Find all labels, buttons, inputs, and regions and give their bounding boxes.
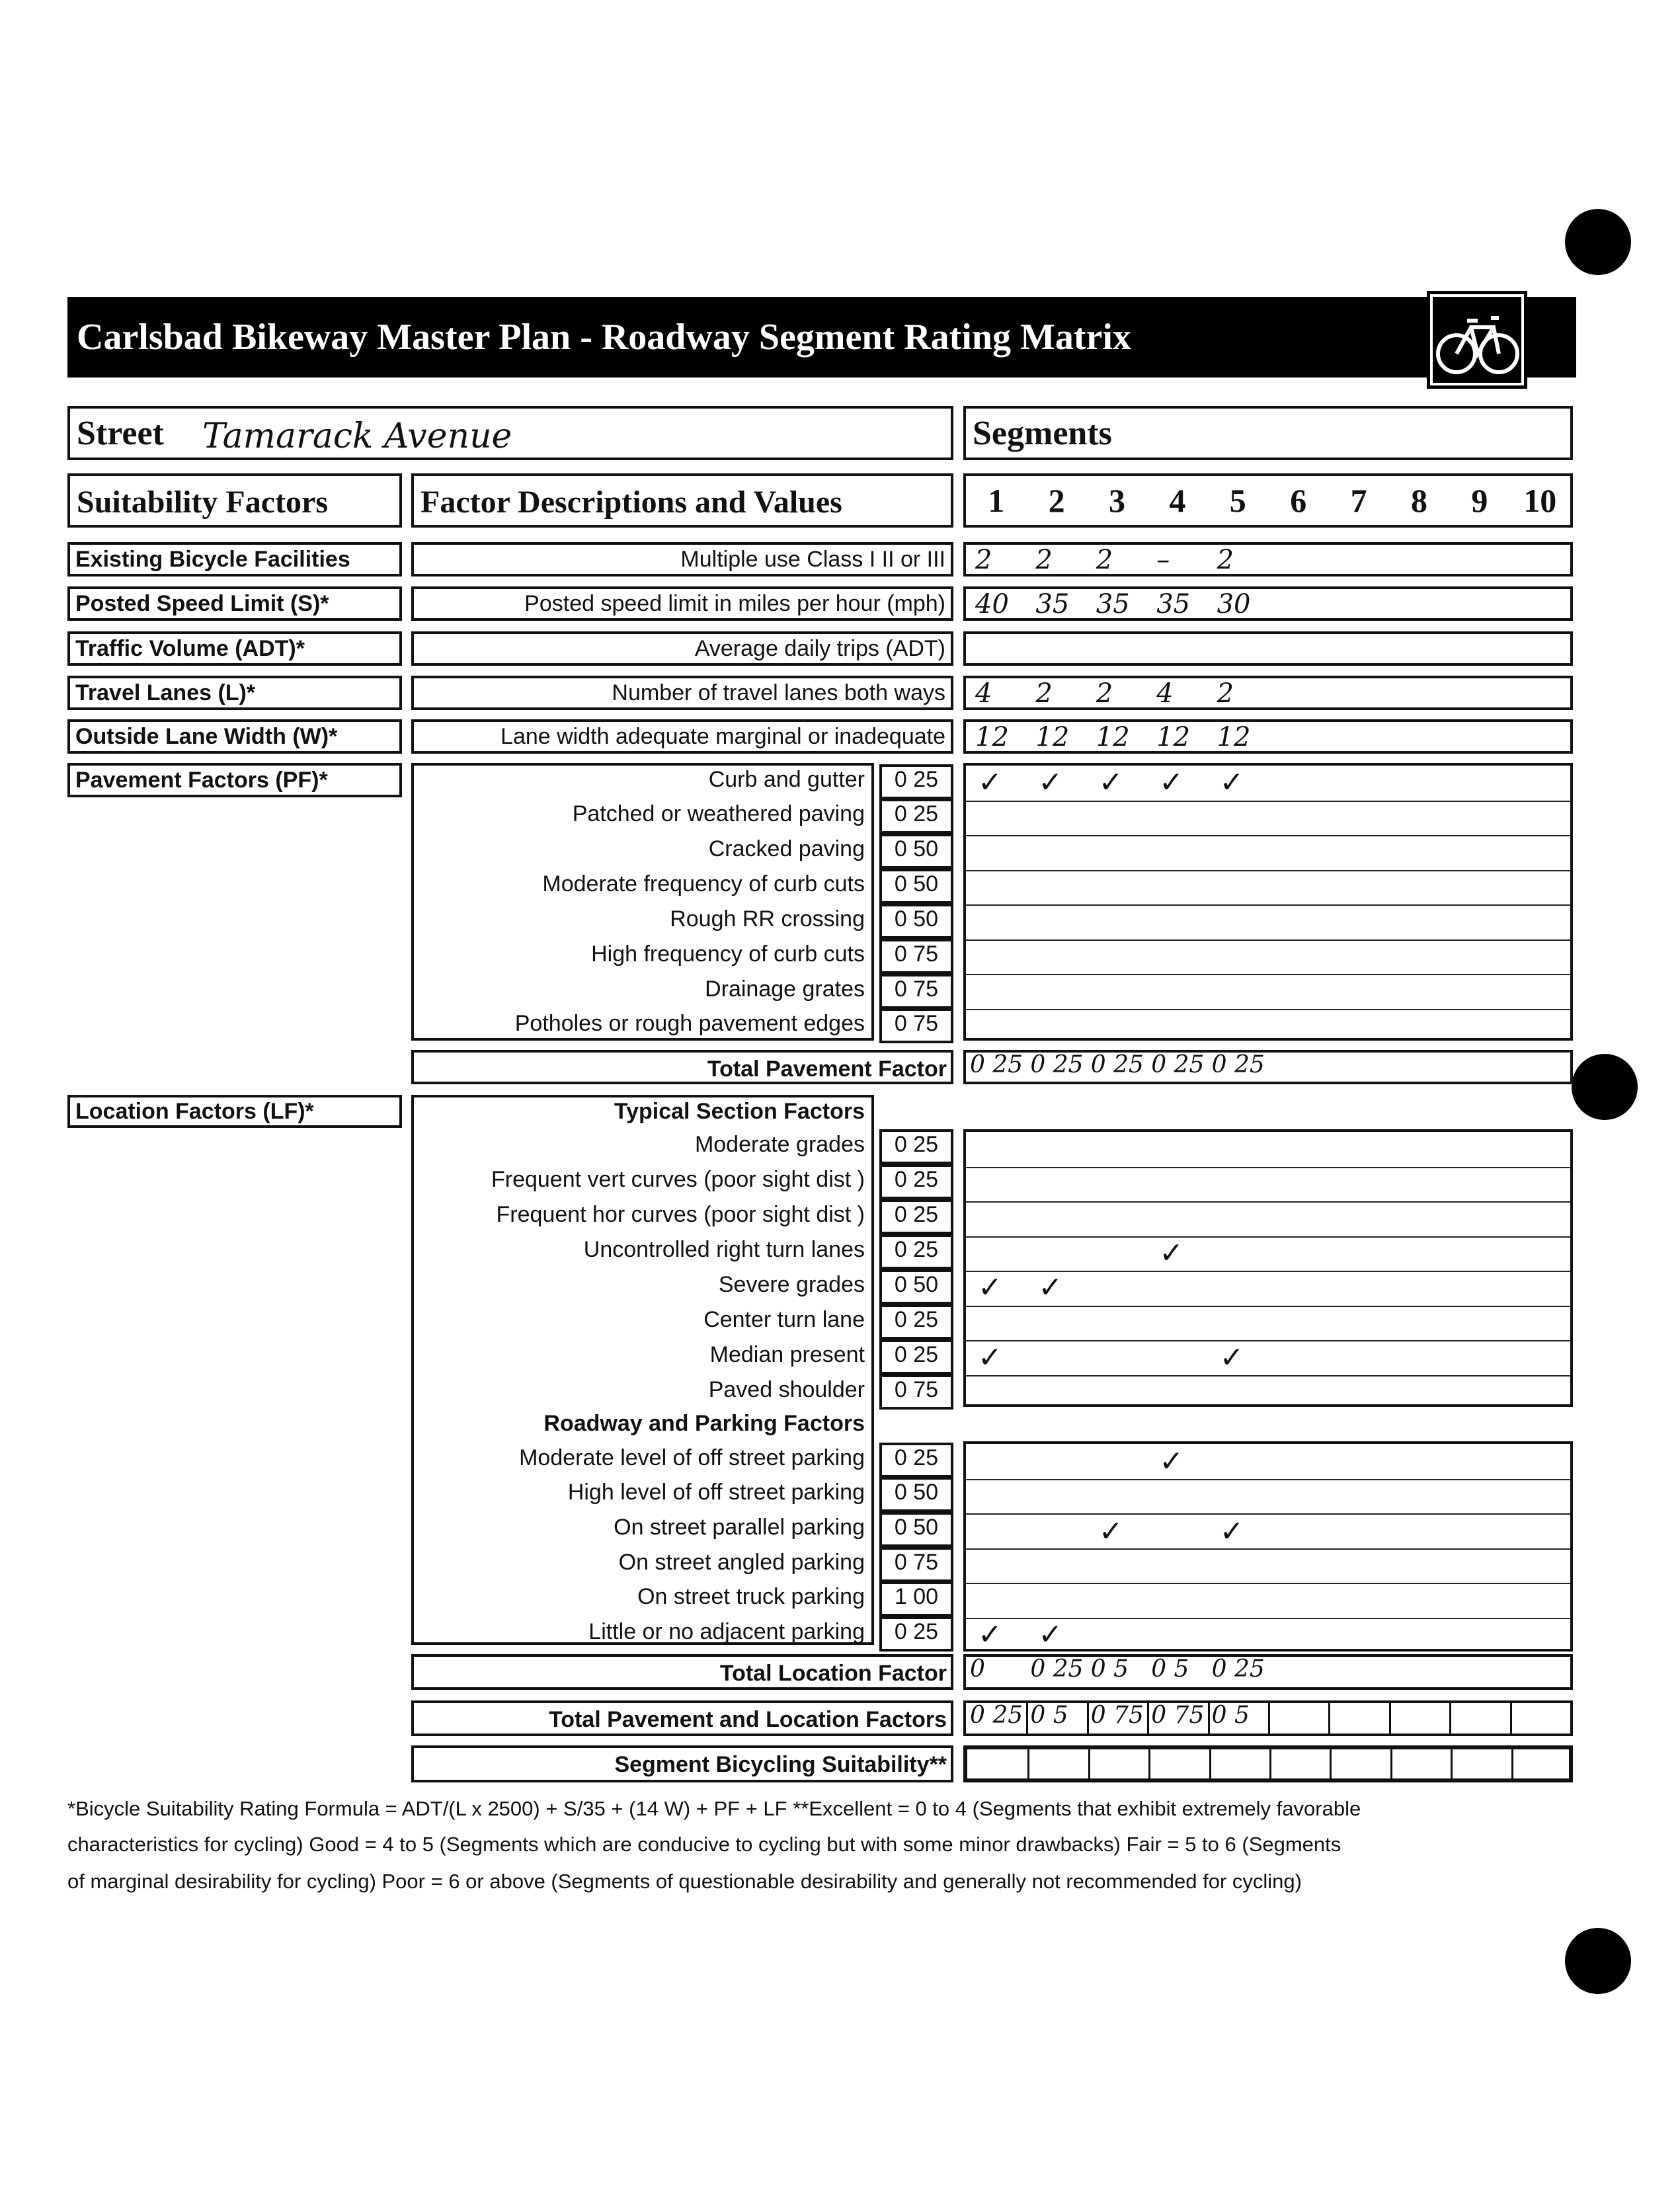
check-mark: ✓ [1038, 766, 1063, 799]
segment-entry: 2 [975, 545, 992, 575]
grid-line [966, 1479, 1570, 1480]
roadway-factor-description: High level of off street parking [567, 1480, 865, 1505]
binder-hole-top [1565, 209, 1631, 275]
location-factor-description: Median present [709, 1342, 865, 1367]
street-field [67, 406, 953, 460]
roadway-factor-value: 0 25 [879, 1443, 953, 1478]
total-pavement-factor-entries [963, 1050, 1573, 1084]
pavement-factor-description: Moderate frequency of curb cuts [542, 871, 865, 897]
roadway-factor-value: 1 00 [879, 1581, 953, 1616]
segments-header: Segments [963, 406, 1573, 460]
pavement-factor-description: Curb and gutter [708, 767, 865, 792]
grid-line [966, 870, 1570, 871]
pavement-factors-label: Pavement Factors (PF)* [67, 763, 402, 797]
factor-entries [963, 586, 1573, 621]
location-factor-description: Frequent vert curves (poor sight dist ) [491, 1167, 865, 1192]
segment-entry: 12 [1035, 722, 1070, 752]
footnote-line: characteristics for cycling) Good = 4 to 5 (Segments which are conducive to cycling but with some minor drawbacks) Fair = 5 to 6 (Segments [67, 1833, 1341, 1856]
factor-descriptions-header: Factor Descriptions and Values [411, 473, 953, 528]
location-factors-label: Location Factors (LF)* [67, 1095, 402, 1128]
check-mark: ✓ [978, 1271, 1002, 1304]
grid-line [966, 1340, 1570, 1341]
roadway-factor-value: 0 25 [879, 1616, 953, 1652]
page-title: Carlsbad Bikeway Master Plan - Roadway Segment Rating Matrix [67, 297, 1576, 378]
pavement-factor-value: 0 50 [879, 869, 953, 904]
grid-line [966, 1236, 1570, 1238]
location-factor-description: Severe grades [718, 1272, 865, 1297]
location-factor-description: Center turn lane [703, 1307, 865, 1332]
segment-entry: 12 [975, 722, 1009, 752]
segment-entry: 0 25 [1211, 1655, 1265, 1683]
factor-entries [963, 719, 1573, 754]
check-mark: ✓ [1219, 1515, 1244, 1548]
footnote-line: of marginal desirability for cycling) Poor = 6 or above (Segments of questionable desirability and generally not recommended for cycling) [67, 1870, 1302, 1893]
segment-number: 6 [1290, 482, 1307, 519]
segment-entry: 0 25 [1151, 1051, 1205, 1078]
factor-entries [963, 542, 1573, 577]
factor-label: Travel Lanes (L)* [67, 676, 402, 710]
segment-cell [1026, 1703, 1028, 1734]
segment-number: 3 [1108, 482, 1125, 519]
check-mark: ✓ [978, 1618, 1002, 1652]
grid-line [966, 1167, 1570, 1168]
segment-number: 2 [1048, 482, 1065, 519]
grid-line [966, 904, 1570, 906]
roadway-factor-value: 0 50 [879, 1512, 953, 1547]
roadway-factor-description: Moderate level of off street parking [519, 1445, 865, 1470]
location-factor-value: 0 25 [879, 1129, 953, 1164]
binder-hole-bottom [1565, 1928, 1631, 1994]
roadway-factor-value: 0 75 [879, 1547, 953, 1582]
pavement-factor-value: 0 75 [879, 1008, 953, 1043]
total-pavement-factor-label: Total Pavement Factor [411, 1050, 953, 1084]
factor-label: Posted Speed Limit (S)* [67, 586, 402, 621]
pavement-factor-value: 0 75 [879, 939, 953, 974]
location-factor-description: Moderate grades [694, 1132, 865, 1157]
segment-entry: 2 [1096, 545, 1113, 575]
factor-label: Outside Lane Width (W)* [67, 719, 402, 754]
grid-line [966, 1201, 1570, 1203]
location-factor-value: 0 75 [879, 1375, 953, 1410]
segment-entry: 0 75 [1151, 1702, 1205, 1729]
segment-entry: 0 5 [1211, 1702, 1250, 1729]
pavement-factor-value: 0 25 [879, 799, 953, 834]
check-mark: ✓ [1219, 766, 1244, 799]
segment-number: 7 [1350, 482, 1367, 519]
segment-cell [1269, 1749, 1271, 1778]
segment-entry: 2 [1096, 678, 1113, 709]
pavement-factor-description: Cracked paving [708, 836, 865, 861]
segment-entry: 2 [1035, 678, 1053, 709]
factor-description: Average daily trips (ADT) [411, 631, 953, 666]
segment-entry: 35 [1035, 589, 1070, 619]
segment-entry: 0 25 [1211, 1051, 1265, 1078]
segment-cell [1511, 1749, 1513, 1778]
grid-line [966, 939, 1570, 941]
segment-entry: 2 [1035, 545, 1053, 575]
factor-description: Posted speed limit in miles per hour (mph) [411, 586, 953, 621]
segment-cell [1087, 1703, 1089, 1734]
location-factor-value: 0 25 [879, 1304, 953, 1339]
factor-entries [963, 676, 1573, 710]
segment-cell [1209, 1749, 1211, 1778]
location-factor-value: 0 50 [879, 1269, 953, 1304]
check-mark: ✓ [1159, 766, 1184, 799]
check-mark: ✓ [1159, 1236, 1184, 1270]
segment-cell [1208, 1703, 1210, 1734]
factor-entries [963, 631, 1573, 666]
segment-cell [1389, 1703, 1391, 1734]
binder-hole-middle [1572, 1054, 1638, 1120]
pavement-factor-description: Potholes or rough pavement edges [514, 1011, 865, 1036]
segment-cell [1330, 1749, 1332, 1778]
factor-label: Traffic Volume (ADT)* [67, 631, 402, 666]
segment-entry: 0 25 [1030, 1655, 1084, 1683]
location-factor-description: Frequent hor curves (poor sight dist ) [496, 1202, 865, 1227]
roadway-factor-description: On street parallel parking [614, 1515, 865, 1540]
factor-description: Lane width adequate marginal or inadequate [411, 719, 953, 754]
check-mark: ✓ [1038, 1618, 1063, 1652]
check-mark: ✓ [1098, 1515, 1123, 1548]
check-mark: ✓ [1219, 1341, 1244, 1375]
location-factor-description: Paved shoulder [708, 1377, 865, 1402]
location-factor-value: 0 25 [879, 1164, 953, 1199]
segment-entry: – [1156, 545, 1170, 575]
grid-line [966, 1513, 1570, 1515]
roadway-factor-description: Little or no adjacent parking [588, 1619, 865, 1644]
segment-cell [1510, 1703, 1512, 1734]
check-mark: ✓ [978, 1341, 1002, 1375]
segment-number: 8 [1410, 482, 1427, 519]
segment-cell [1449, 1703, 1451, 1734]
segment-cell [1268, 1703, 1270, 1734]
segment-entry: 12 [1096, 722, 1130, 752]
segment-entry: 0 25 [970, 1051, 1023, 1078]
segment-entry: 12 [1156, 722, 1191, 752]
suitability-factors-header: Suitability Factors [67, 473, 402, 528]
factor-description: Multiple use Class I II or III [411, 542, 953, 577]
segment-entry: 0 5 [1151, 1655, 1189, 1683]
segment-entry: 12 [1217, 722, 1251, 752]
grid-line [966, 1375, 1570, 1376]
grid-line [966, 801, 1570, 802]
segment-number: 9 [1471, 482, 1488, 519]
check-mark: ✓ [1098, 766, 1123, 799]
grid-line [966, 1009, 1570, 1010]
pavement-entries-grid [963, 763, 1573, 1041]
roadway-factor-value: 0 50 [879, 1477, 953, 1512]
roadway-parking-header: Roadway and Parking Factors [543, 1411, 865, 1436]
pavement-factor-value: 0 50 [879, 904, 953, 939]
segment-cell [1147, 1703, 1149, 1734]
pavement-factor-value: 0 75 [879, 974, 953, 1009]
segment-entry: 2 [1217, 678, 1234, 709]
location-typical-grid [963, 1129, 1573, 1407]
grid-line [966, 1306, 1570, 1307]
segment-cell [1451, 1749, 1453, 1778]
check-mark: ✓ [1038, 1271, 1063, 1304]
segment-entry: 0 25 [1090, 1051, 1144, 1078]
location-factor-description: Uncontrolled right turn lanes [583, 1237, 865, 1262]
segment-cell [1027, 1749, 1029, 1778]
segment-entry: 35 [1156, 589, 1191, 619]
total-pavement-location-label: Total Pavement and Location Factors [411, 1700, 953, 1736]
segment-suitability-entries [963, 1745, 1573, 1782]
segment-entry: 30 [1217, 589, 1251, 619]
segment-entry: 0 5 [1090, 1655, 1129, 1683]
segment-entry: 0 [970, 1655, 985, 1683]
segment-cell [1390, 1749, 1392, 1778]
segment-entry: 0 5 [1030, 1702, 1068, 1729]
segment-entry: 2 [1217, 545, 1234, 575]
check-mark: ✓ [978, 766, 1002, 799]
grid-line [966, 835, 1570, 836]
pavement-factor-description: Patched or weathered paving [572, 801, 865, 826]
segment-entry: 0 25 [1030, 1051, 1084, 1078]
factor-description: Number of travel lanes both ways [411, 676, 953, 710]
pavement-factor-value: 0 25 [879, 764, 953, 799]
location-factor-value: 0 25 [879, 1199, 953, 1234]
segment-number: 5 [1229, 482, 1246, 519]
segment-entry: 4 [975, 678, 992, 709]
grid-line [966, 974, 1570, 975]
segment-entry: 0 25 [970, 1702, 1023, 1729]
segment-cell [1328, 1703, 1330, 1734]
grid-line [966, 1583, 1570, 1584]
segment-numbers-row [963, 473, 1573, 528]
location-factor-value: 0 25 [879, 1339, 953, 1375]
segment-entry: 40 [975, 589, 1009, 619]
segment-number: 10 [1523, 482, 1557, 519]
total-location-factor-entries [963, 1654, 1573, 1690]
footnote-line: *Bicycle Suitability Rating Formula = ADT/(L x 2500) + S/35 + (14 W) + PF + LF **Excellent = 0 to 4 (Segments that exhibit extremely favorable [67, 1797, 1361, 1820]
segment-cell [1148, 1749, 1150, 1778]
factor-label: Existing Bicycle Facilities [67, 542, 402, 577]
segment-entry: 35 [1096, 589, 1130, 619]
street-value: Tamarack Avenue [202, 417, 512, 456]
roadway-factor-description: On street truck parking [637, 1584, 865, 1609]
segment-number: 1 [988, 482, 1005, 519]
pavement-factor-value: 0 50 [879, 834, 953, 869]
segment-entry: 0 75 [1090, 1702, 1144, 1729]
total-location-factor-label: Total Location Factor [411, 1654, 953, 1690]
segment-cell [1088, 1749, 1090, 1778]
pavement-factor-description: Drainage grates [705, 977, 865, 1002]
segment-entry: 4 [1156, 678, 1174, 709]
segment-number: 4 [1169, 482, 1186, 519]
pavement-factor-description: High frequency of curb cuts [591, 941, 865, 967]
typical-section-header: Typical Section Factors [614, 1099, 865, 1124]
street-label: Street [77, 415, 164, 452]
pavement-factor-description: Rough RR crossing [670, 906, 865, 932]
total-pavement-location-entries [963, 1700, 1573, 1736]
grid-line [966, 1548, 1570, 1550]
location-factor-value: 0 25 [879, 1234, 953, 1269]
bicycle-logo-icon [1427, 291, 1527, 389]
segment-suitability-label: Segment Bicycling Suitability** [411, 1745, 953, 1782]
roadway-factor-description: On street angled parking [618, 1550, 865, 1575]
check-mark: ✓ [1159, 1445, 1184, 1478]
